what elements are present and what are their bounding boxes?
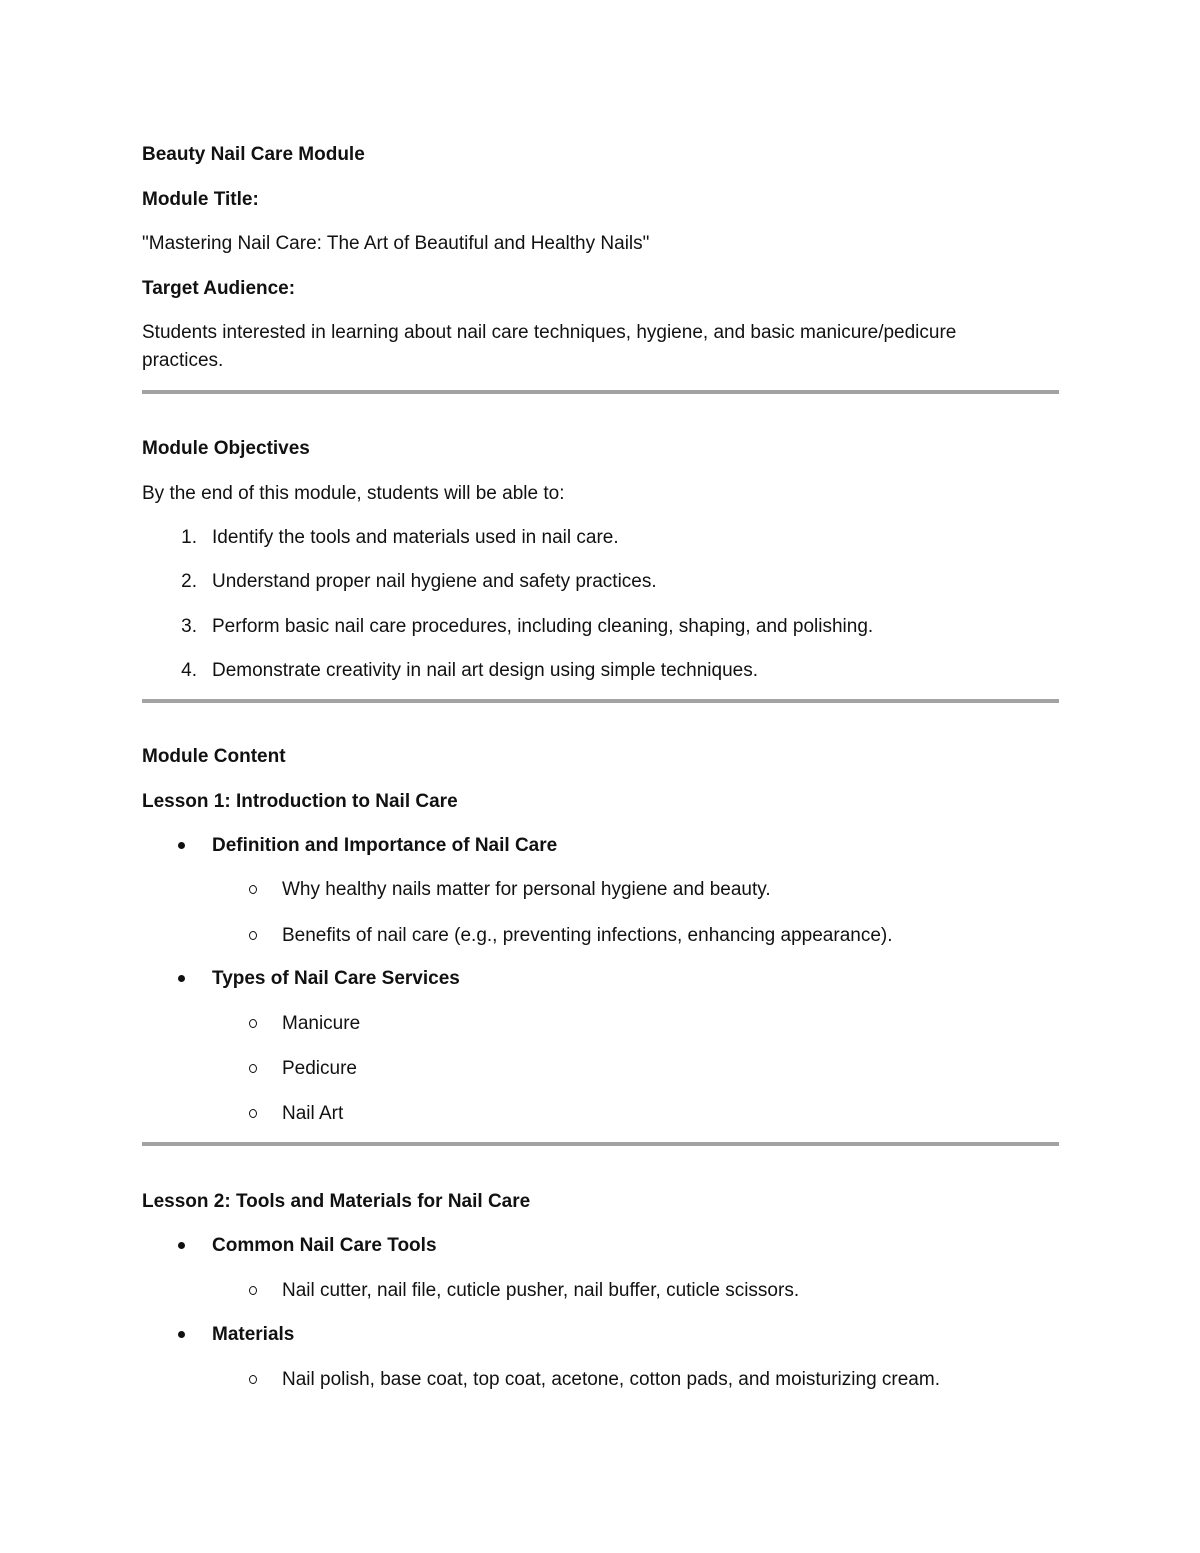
module-title-value: "Mastering Nail Care: The Art of Beautiful and Healthy Nails": [142, 233, 650, 254]
circle-bullet-icon: [249, 1064, 257, 1073]
section-divider: [142, 699, 1059, 703]
topic-title: Common Nail Care Tools: [212, 1235, 437, 1256]
document-title: Beauty Nail Care Module: [142, 144, 365, 165]
list-item-number: 2.: [181, 571, 197, 592]
module-title-label: Module Title:: [142, 189, 259, 210]
list-item-number: 3.: [181, 616, 197, 637]
bullet-icon: [178, 1331, 185, 1338]
list-item: Identify the tools and materials used in nail care.: [212, 527, 619, 548]
list-item: Understand proper nail hygiene and safety practices.: [212, 571, 657, 592]
topic-title: Definition and Importance of Nail Care: [212, 835, 558, 856]
bullet-icon: [178, 975, 185, 982]
list-item: Nail cutter, nail file, cuticle pusher, nail buffer, cuticle scissors.: [282, 1280, 800, 1301]
target-audience-label: Target Audience:: [142, 278, 296, 299]
section-divider: [142, 390, 1059, 394]
objectives-heading: Module Objectives: [142, 438, 310, 459]
topic-title: Materials: [212, 1324, 295, 1345]
list-item: Demonstrate creativity in nail art design using simple techniques.: [212, 660, 758, 681]
topic-title: Types of Nail Care Services: [212, 968, 460, 989]
list-item: Manicure: [282, 1013, 361, 1034]
list-item: Pedicure: [282, 1058, 357, 1079]
target-audience-value: Students interested in learning about nail care techniques, hygiene, and basic manicure/pedicure practices.: [142, 322, 957, 371]
bullet-icon: [178, 842, 185, 849]
lesson-1-title: Lesson 1: Introduction to Nail Care: [142, 791, 458, 812]
list-item-number: 4.: [181, 660, 197, 681]
circle-bullet-icon: [249, 1019, 257, 1028]
lesson-2-title: Lesson 2: Tools and Materials for Nail Care: [142, 1191, 531, 1212]
circle-bullet-icon: [249, 1286, 257, 1295]
list-item: Perform basic nail care procedures, including cleaning, shaping, and polishing.: [212, 616, 874, 637]
circle-bullet-icon: [249, 1375, 257, 1384]
circle-bullet-icon: [249, 885, 257, 894]
list-item-number: 1.: [181, 527, 197, 548]
list-item: Nail polish, base coat, top coat, acetone, cotton pads, and moisturizing cream.: [282, 1369, 940, 1390]
list-item: Nail Art: [282, 1103, 344, 1124]
circle-bullet-icon: [249, 931, 257, 940]
list-item: Benefits of nail care (e.g., preventing infections, enhancing appearance).: [282, 925, 893, 946]
content-heading: Module Content: [142, 746, 286, 767]
bullet-icon: [178, 1242, 185, 1249]
section-divider: [142, 1142, 1059, 1146]
circle-bullet-icon: [249, 1109, 257, 1118]
list-item: Why healthy nails matter for personal hygiene and beauty.: [282, 879, 771, 900]
objectives-intro: By the end of this module, students will be able to:: [142, 483, 565, 504]
